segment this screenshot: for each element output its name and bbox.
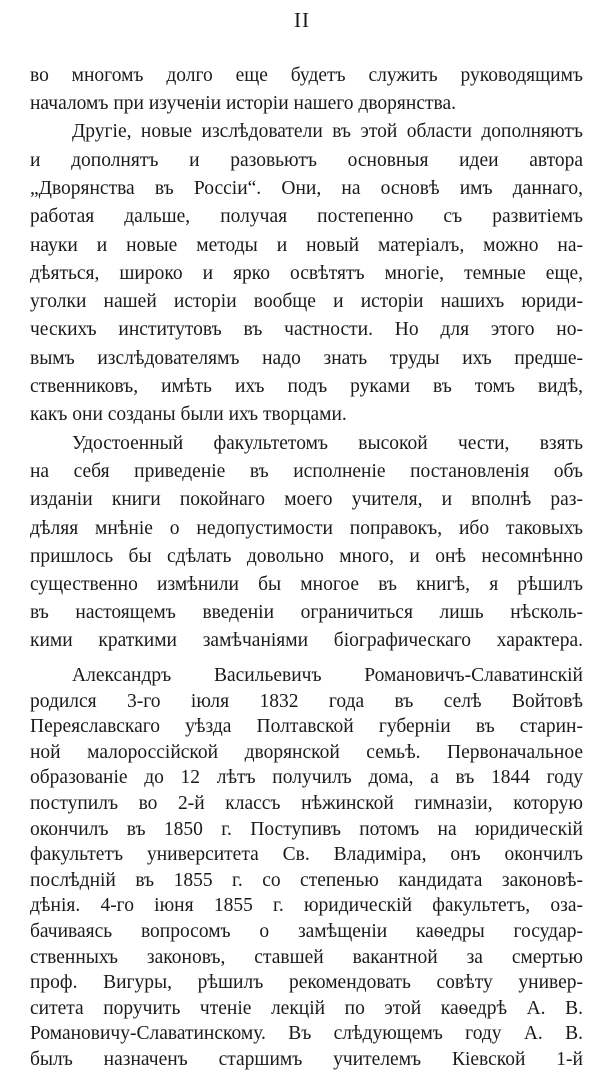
text-line: изданіи книги покойнаго моего учителя, и вполнѣ раз-	[30, 489, 583, 510]
text-line: на себя приведеніе въ исполненіе постановленія объ	[30, 461, 583, 482]
text-line: какъ они созданы были ихъ творцами.	[30, 404, 347, 425]
text-line: ственниковъ, имѣть ихъ подъ руками въ томъ видѣ,	[30, 376, 583, 397]
text-line: Удостоенный факультетомъ высокой чести, взять	[72, 433, 583, 454]
text-line: дѣяться, широко и ярко освѣтятъ многіе, темные еще,	[30, 263, 583, 284]
text-line: науки и новые методы и новый матеріалъ, можно на-	[30, 235, 583, 256]
text-line: Переяславскаго уѣзда Полтавской губерніи въ старин-	[30, 716, 583, 737]
text-line: бачиваясь вопросомъ о замѣщеніи каѳедры государ-	[30, 921, 583, 942]
text-line: ственныхъ законовъ, ставшей вакантной за смертью	[30, 947, 583, 968]
text-line: былъ назначенъ старшимъ учителемъ Кіевской 1-й	[30, 1049, 583, 1070]
text-line: образованіе до 12 лѣтъ получилъ дома, а въ 1844 году	[30, 767, 583, 788]
text-line: во многомъ долго еще будетъ служить руководящимъ	[30, 65, 583, 86]
text-line: Романовичу-Славатинскому. Въ слѣдующемъ году А. В.	[30, 1023, 583, 1044]
text-line: кими краткими замѣчаніями біографическаго характера.	[30, 630, 583, 651]
text-line: ной малороссійской дворянской семьѣ. Первоначальное	[30, 742, 583, 763]
text-line: дѣнія. 4-го іюня 1855 г. юридическій факультетъ, оза-	[30, 895, 583, 916]
text-line: ческихъ институтовъ въ частности. Но для этого но-	[30, 319, 583, 340]
text-line: и дополнятъ и разовьютъ основныя идеи автора	[30, 150, 583, 171]
text-line: работая дальше, получая постепенно съ развитіемъ	[30, 206, 583, 227]
text-line: проф. Вигуры, рѣшилъ рекомендовать совѣту универ-	[30, 972, 583, 993]
text-line: ситета поручить чтеніе лекцій по этой каѳедрѣ А. В.	[30, 998, 583, 1019]
page-number: II	[294, 8, 310, 32]
text-line: существенно измѣнили бы многое въ книгѣ, я рѣшилъ	[30, 574, 583, 595]
text-line: дѣляя мнѣніе о недопустимости поправокъ, ибо таковыхъ	[30, 518, 583, 539]
text-line: уголки нашей исторіи вообще и исторіи нашихъ юриди-	[30, 291, 583, 312]
text-line: въ настоящемъ введеніи ограничиться лишь нѣсколь-	[30, 602, 583, 623]
text-line: родился 3-го іюля 1832 года въ селѣ Войтовѣ	[30, 691, 583, 712]
text-line: Александръ Васильевичъ Романовичъ-Славатинскій	[72, 665, 583, 686]
text-line: „Дворянства въ Россіи“. Они, на основѣ имъ даннаго,	[30, 178, 583, 199]
text-line: факультетъ университета Св. Владиміра, онъ окончилъ	[30, 844, 583, 865]
text-line: послѣдній въ 1855 г. со степенью кандидата законовѣ-	[30, 870, 583, 891]
text-line: началомъ при изученіи исторіи нашего дворянства.	[30, 93, 456, 114]
text-line: поступилъ во 2-й классъ нѣжинской гимназіи, которую	[30, 793, 583, 814]
text-line: вымъ изслѣдователямъ надо знать труды ихъ предше-	[30, 348, 583, 369]
text-line: пришлось бы сдѣлать довольно много, и онѣ несомнѣнно	[30, 546, 583, 567]
text-line: Другіе, новые изслѣдователи въ этой области дополняютъ	[72, 121, 583, 142]
text-line: окончилъ въ 1850 г. Поступивъ потомъ на юридическій	[30, 819, 583, 840]
